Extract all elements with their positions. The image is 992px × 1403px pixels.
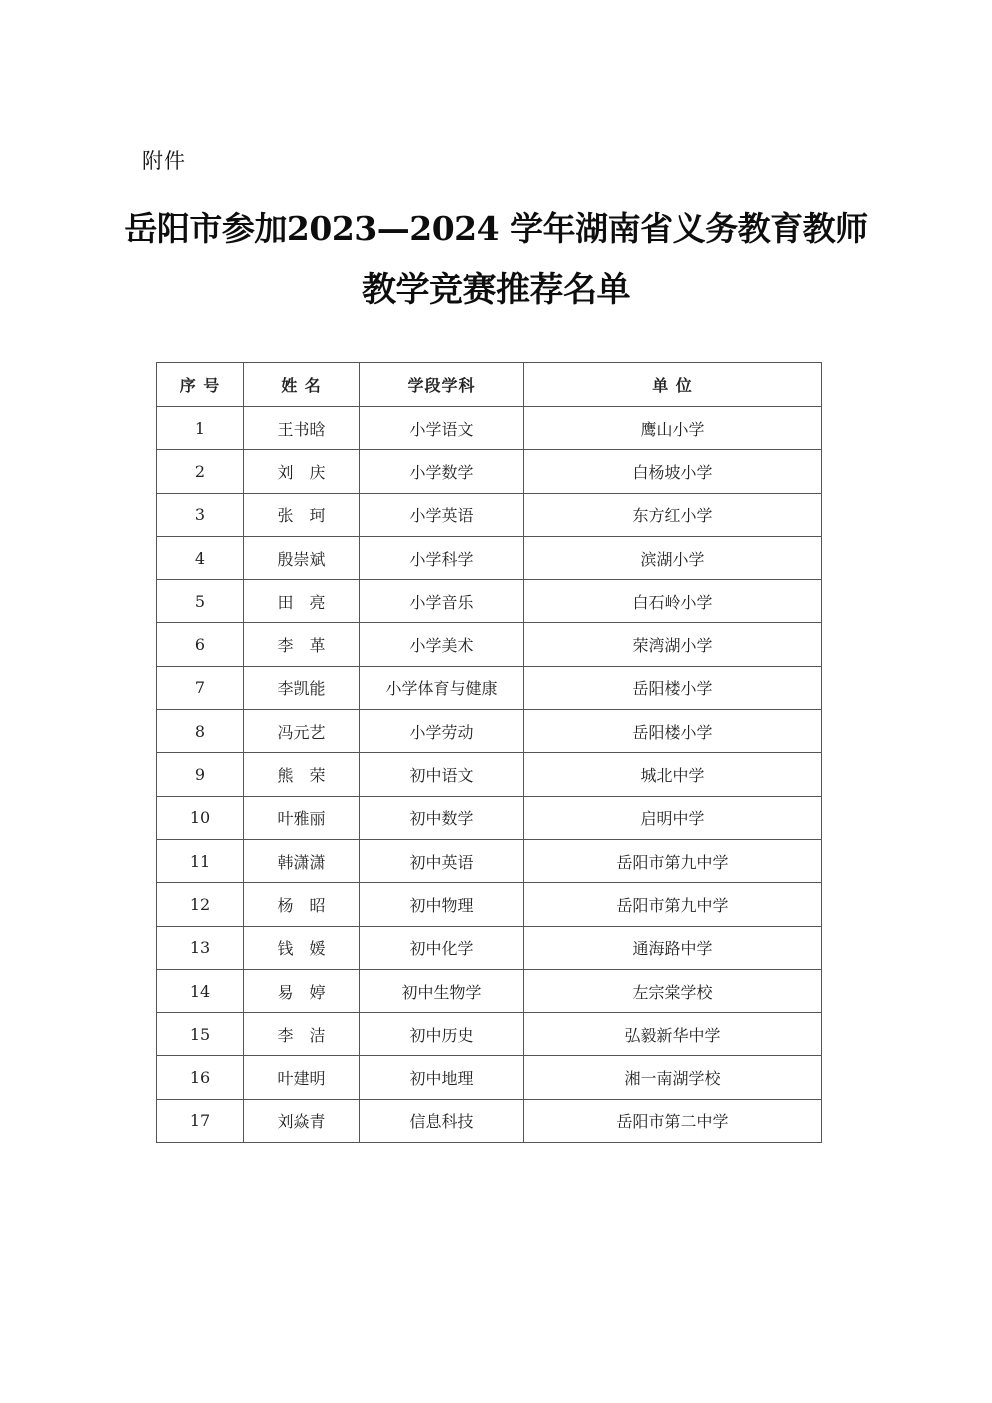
- table-row: [157, 493, 822, 536]
- cell-name: 冯元艺: [244, 710, 360, 753]
- cell-name: 王书晗: [244, 407, 360, 450]
- cell-name: 杨 昭: [244, 883, 360, 926]
- cell-unit: 白石岭小学: [524, 580, 822, 623]
- table-row: [157, 1056, 822, 1099]
- cell-no: 13: [157, 926, 244, 969]
- cell-unit: 白杨坡小学: [524, 450, 822, 493]
- cell-no: 8: [157, 710, 244, 753]
- cell-name: 李 洁: [244, 1013, 360, 1056]
- column-header-no: 序 号: [157, 363, 244, 407]
- table-row: [157, 1099, 822, 1142]
- table-row: [157, 1013, 822, 1056]
- cell-no: 16: [157, 1056, 244, 1099]
- cell-no: 7: [157, 666, 244, 709]
- cell-name: 易 婷: [244, 969, 360, 1012]
- table-row: [157, 666, 822, 709]
- cell-subject: 小学语文: [360, 407, 524, 450]
- cell-name: 熊 荣: [244, 753, 360, 796]
- cell-subject: 小学体育与健康: [360, 666, 524, 709]
- table-row: [157, 407, 822, 450]
- document-title-line-2: 教学竞赛推荐名单: [362, 270, 630, 310]
- cell-name: 李 革: [244, 623, 360, 666]
- cell-subject: 初中化学: [360, 926, 524, 969]
- table-row: [157, 580, 822, 623]
- cell-no: 9: [157, 753, 244, 796]
- cell-no: 5: [157, 580, 244, 623]
- cell-no: 2: [157, 450, 244, 493]
- cell-no: 12: [157, 883, 244, 926]
- cell-no: 14: [157, 969, 244, 1012]
- cell-subject: 初中地理: [360, 1056, 524, 1099]
- table-row: [157, 450, 822, 493]
- cell-name: 殷崇斌: [244, 536, 360, 579]
- cell-subject: 小学英语: [360, 493, 524, 536]
- cell-name: 田 亮: [244, 580, 360, 623]
- cell-unit: 东方红小学: [524, 493, 822, 536]
- cell-name: 韩潇潇: [244, 839, 360, 882]
- cell-no: 15: [157, 1013, 244, 1056]
- cell-subject: 初中数学: [360, 796, 524, 839]
- cell-subject: 信息科技: [360, 1099, 524, 1142]
- cell-name: 张 珂: [244, 493, 360, 536]
- table-row: [157, 969, 822, 1012]
- cell-unit: 岳阳市第二中学: [524, 1099, 822, 1142]
- table-row: [157, 710, 822, 753]
- cell-unit: 滨湖小学: [524, 536, 822, 579]
- table-row: [157, 839, 822, 882]
- cell-name: 叶雅丽: [244, 796, 360, 839]
- cell-no: 10: [157, 796, 244, 839]
- cell-no: 11: [157, 839, 244, 882]
- document-title-line-1: 岳阳市参加2023—2024 学年湖南省义务教育教师: [124, 209, 868, 248]
- cell-unit: 左宗棠学校: [524, 969, 822, 1012]
- cell-subject: 小学劳动: [360, 710, 524, 753]
- cell-unit: 启明中学: [524, 796, 822, 839]
- cell-subject: 初中生物学: [360, 969, 524, 1012]
- cell-unit: 城北中学: [524, 753, 822, 796]
- table-body: [157, 407, 822, 1143]
- cell-subject: 初中物理: [360, 883, 524, 926]
- table-row: [157, 883, 822, 926]
- cell-unit: 岳阳楼小学: [524, 710, 822, 753]
- table-header: [157, 363, 822, 407]
- cell-subject: 初中历史: [360, 1013, 524, 1056]
- cell-name: 刘焱青: [244, 1099, 360, 1142]
- cell-no: 3: [157, 493, 244, 536]
- cell-subject: 小学音乐: [360, 580, 524, 623]
- cell-subject: 小学美术: [360, 623, 524, 666]
- table-row: [157, 753, 822, 796]
- cell-subject: 初中语文: [360, 753, 524, 796]
- column-header-name: 姓 名: [244, 363, 360, 407]
- cell-subject: 小学科学: [360, 536, 524, 579]
- recommendation-table: [156, 362, 822, 1143]
- cell-name: 叶建明: [244, 1056, 360, 1099]
- cell-unit: 弘毅新华中学: [524, 1013, 822, 1056]
- cell-unit: 岳阳楼小学: [524, 666, 822, 709]
- table-row: [157, 623, 822, 666]
- cell-unit: 荣湾湖小学: [524, 623, 822, 666]
- cell-no: 6: [157, 623, 244, 666]
- cell-unit: 岳阳市第九中学: [524, 883, 822, 926]
- cell-subject: 小学数学: [360, 450, 524, 493]
- cell-subject: 初中英语: [360, 839, 524, 882]
- attachment-label: 附件: [142, 149, 186, 173]
- cell-unit: 岳阳市第九中学: [524, 839, 822, 882]
- cell-unit: 鹰山小学: [524, 407, 822, 450]
- cell-name: 钱 媛: [244, 926, 360, 969]
- table-row: [157, 536, 822, 579]
- cell-name: 李凯能: [244, 666, 360, 709]
- table-row: [157, 796, 822, 839]
- table-row: [157, 926, 822, 969]
- cell-no: 17: [157, 1099, 244, 1142]
- column-header-subject: 学段学科: [360, 363, 524, 407]
- cell-name: 刘 庆: [244, 450, 360, 493]
- table-header-row: [157, 363, 822, 407]
- cell-unit: 通海路中学: [524, 926, 822, 969]
- column-header-unit: 单 位: [524, 363, 822, 407]
- cell-no: 1: [157, 407, 244, 450]
- cell-no: 4: [157, 536, 244, 579]
- cell-unit: 湘一南湖学校: [524, 1056, 822, 1099]
